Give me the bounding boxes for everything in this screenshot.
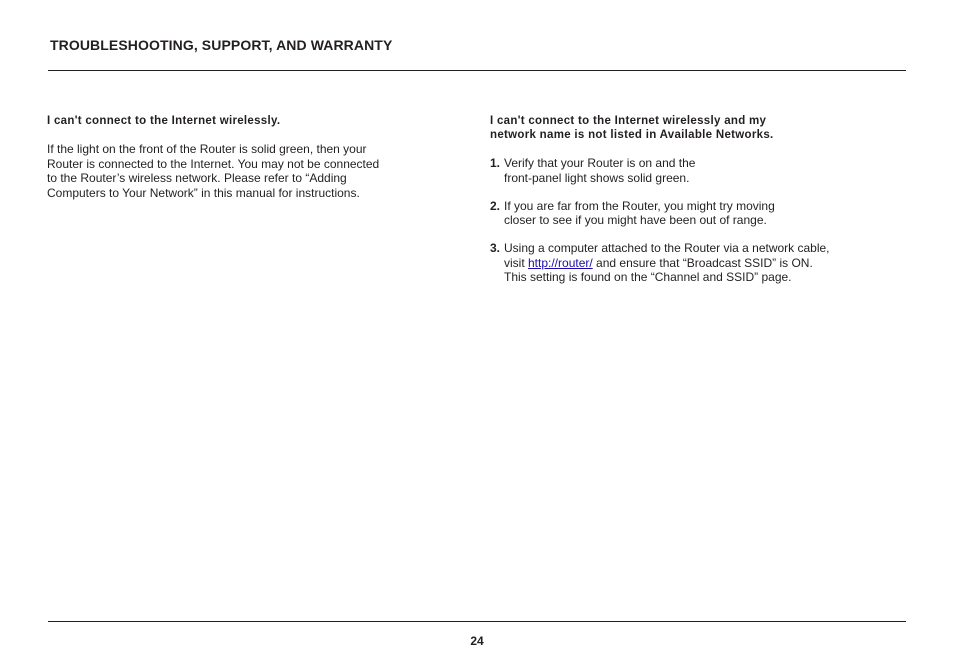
page-section-title: TROUBLESHOOTING, SUPPORT, AND WARRANTY: [50, 37, 393, 53]
list-item-step-1: [490, 156, 890, 185]
header-divider: [48, 70, 906, 71]
right-column: [490, 114, 890, 298]
step-text: Verify that your Router is on and the front-panel light shows solid green.: [504, 156, 696, 185]
step-text-after-link: and ensure that “Broadcast SSID” is ON. This setting is found on the “Channel and SSID” page.: [504, 255, 813, 284]
left-section-heading: I can't connect to the Internet wirelessly.: [47, 115, 281, 127]
router-admin-link[interactable]: http://router/: [528, 255, 593, 270]
step-number: 2.: [490, 198, 501, 213]
list-item-step-2: [490, 199, 890, 228]
list-item-step-3: [490, 241, 890, 285]
footer-divider: [48, 621, 906, 622]
step-text-before-link: Using a computer attached to the Router via a network cable, visit: [504, 241, 830, 270]
page-number: 24: [470, 634, 484, 648]
step-number: 1.: [490, 156, 501, 170]
right-section-heading: I can't connect to the Internet wirelessly and my network name is not listed in Available Networks.: [490, 115, 774, 141]
step-text: [504, 241, 830, 285]
left-section-body: If the light on the front of the Router is solid green, then your Router is connected to the Internet. You may not be connected to the Router’s wireless network. Please refer to “Adding Computers to Your Network” in this manual for instructions.: [47, 142, 380, 200]
step-text: If you are far from the Router, you might try moving closer to see if you might have been out of range.: [504, 198, 775, 227]
step-number: 3.: [490, 241, 501, 255]
left-column: [47, 114, 432, 200]
troubleshooting-steps-list: [490, 156, 890, 285]
